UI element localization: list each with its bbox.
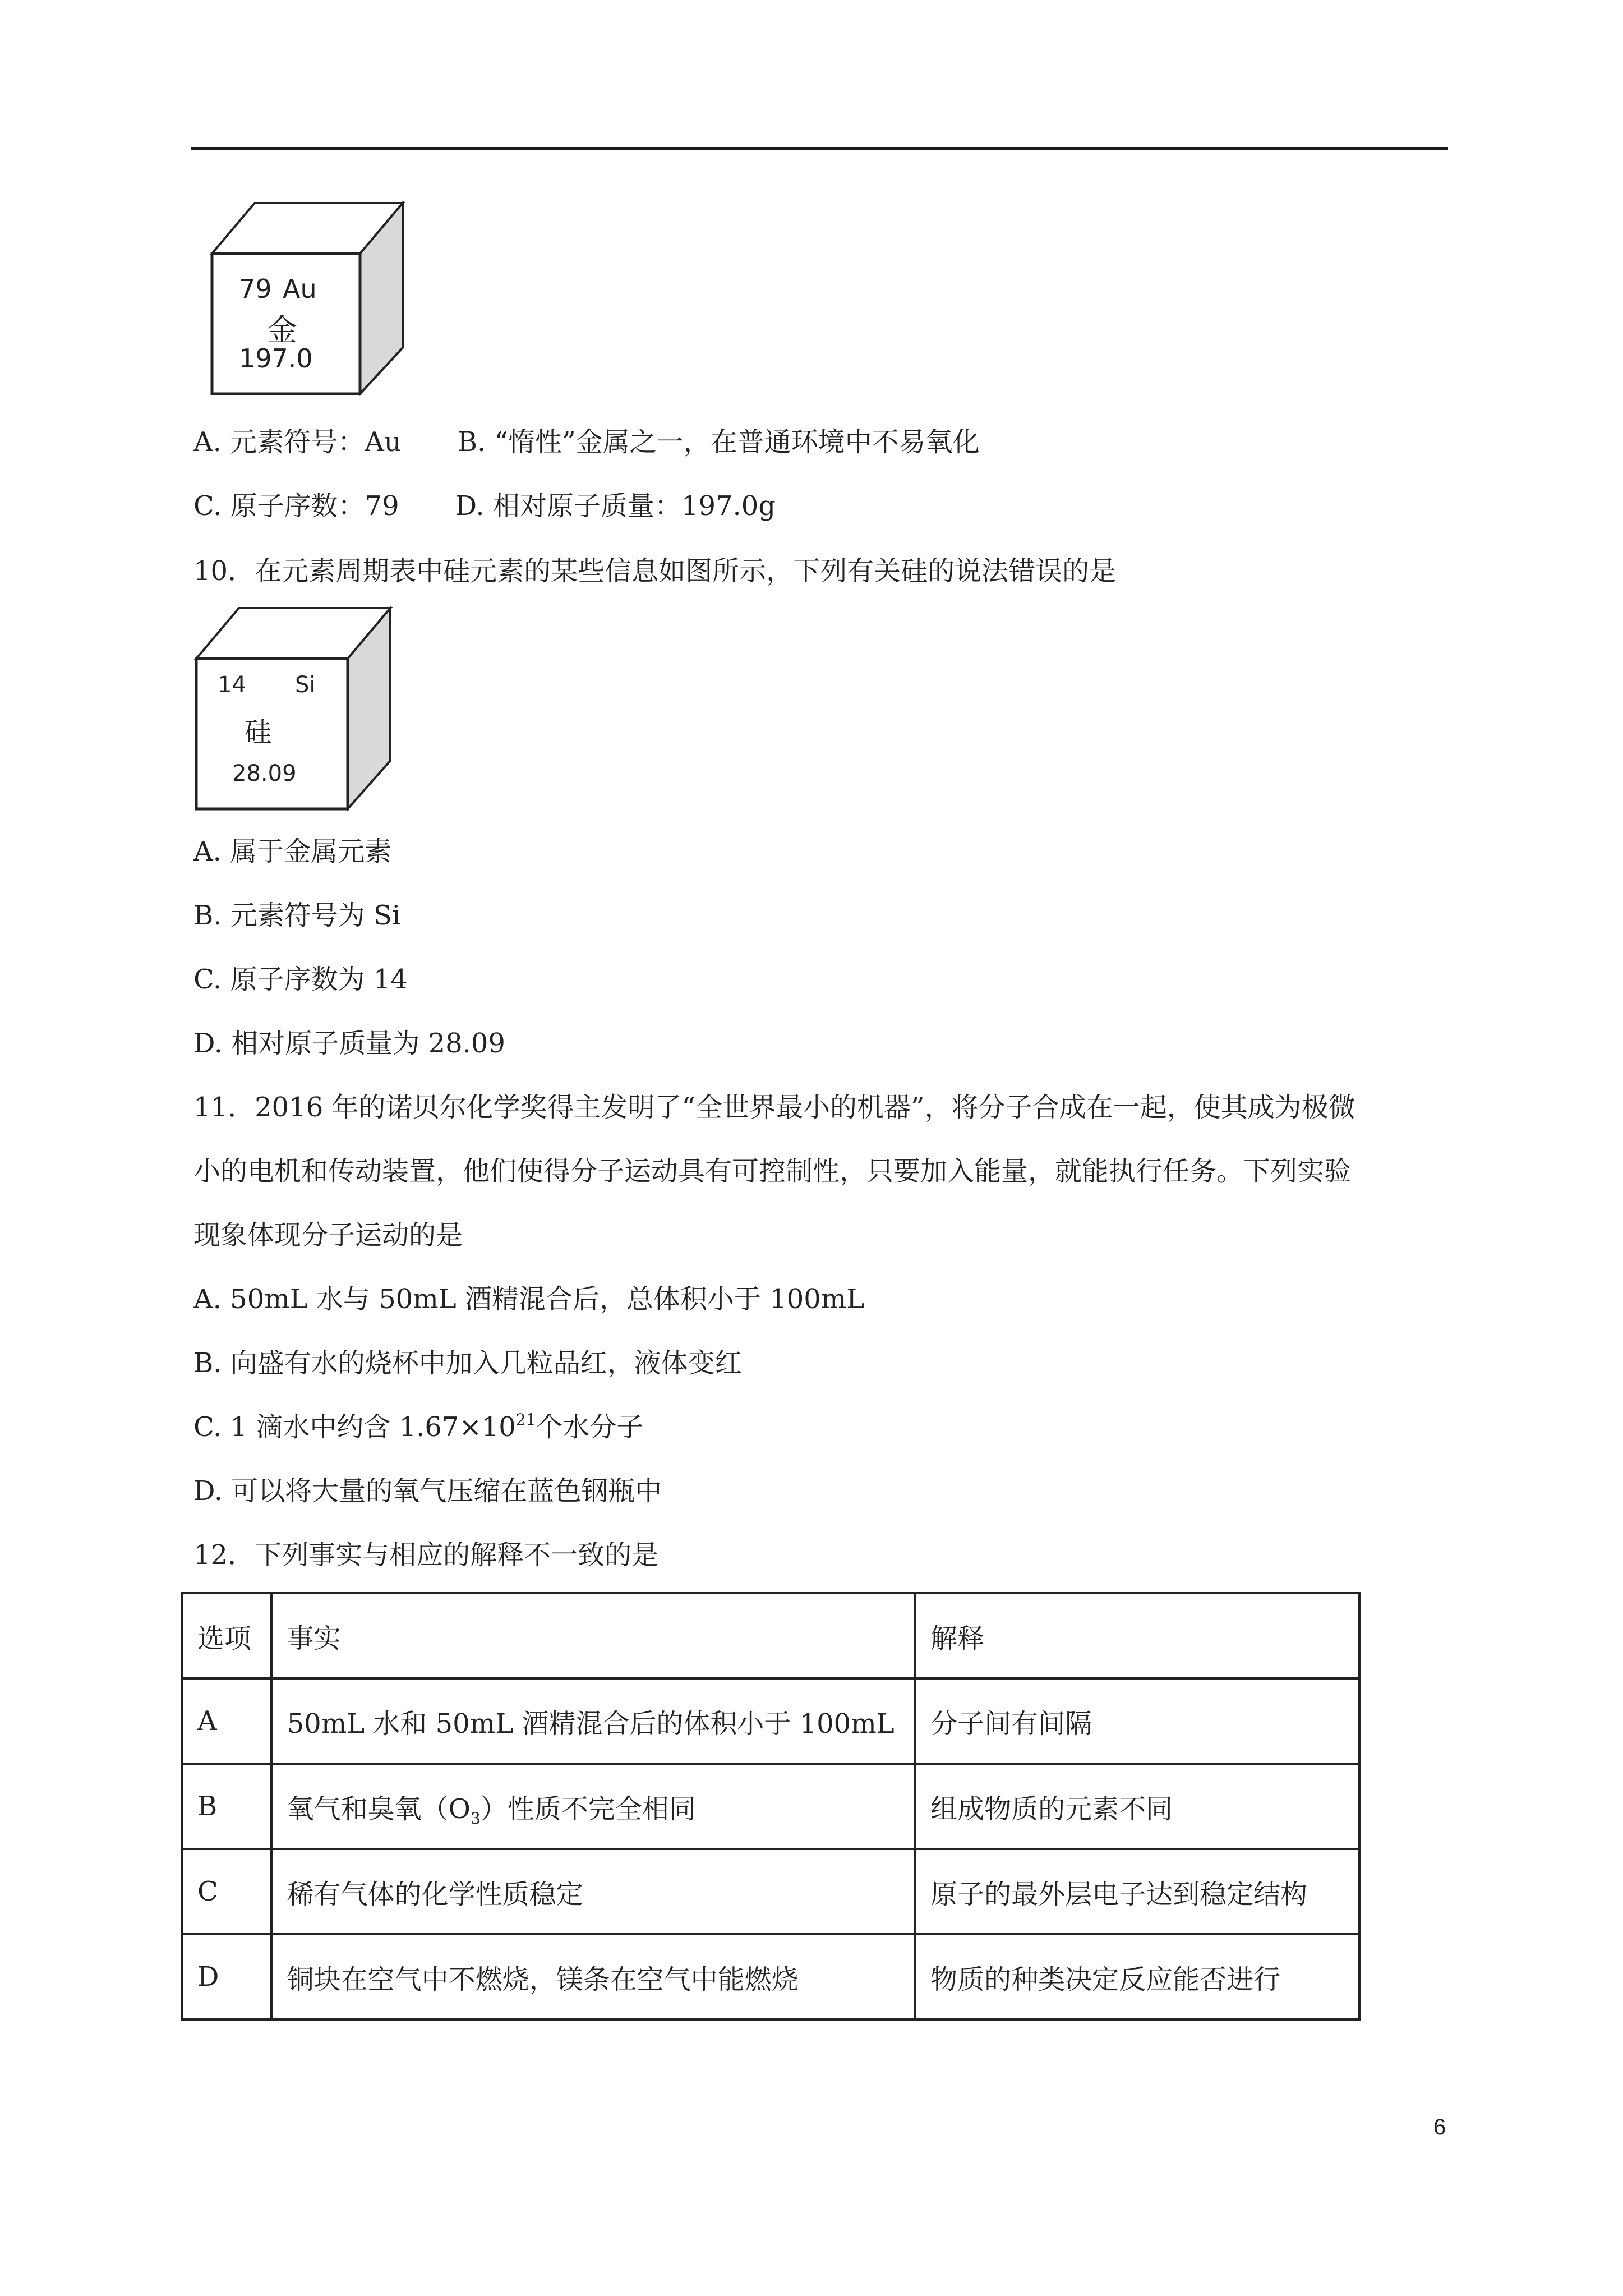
q9-options-row-1 [193, 425, 980, 459]
row-option: D [182, 1934, 271, 2019]
atomic-number: 14 [218, 672, 246, 698]
silicon-element-tile [193, 606, 393, 813]
q11-stem-line-3: 现象体现分子运动的是 [193, 1220, 463, 1251]
table-row [182, 1678, 1359, 1764]
table-header-row [182, 1593, 1359, 1678]
row-fact: 铜块在空气中不燃烧，镁条在空气中能燃烧 [271, 1934, 915, 2019]
table-row [182, 1849, 1359, 1934]
q11-option-d: D. 可以将大量的氧气压缩在蓝色钢瓶中 [193, 1475, 662, 1507]
element-name: 金 [267, 312, 297, 348]
row-explanation: 组成物质的元素不同 [915, 1764, 1359, 1849]
q10-option-c: C. 原子序数为 14 [193, 964, 408, 995]
q11-option-c-text: C. 1 滴水中约含 1.67×10 [193, 1411, 516, 1443]
q11-option-c-tail: 个水分子 [536, 1411, 644, 1443]
element-symbol: Au [283, 274, 317, 304]
page-number: 6 [1433, 2115, 1446, 2139]
row-fact [271, 1764, 915, 1849]
q11-stem-line-1: 11．2016 年的诺贝尔化学奖得主发明了“全世界最小的机器”，将分子合成在一起，使其成为极微 [193, 1092, 1355, 1123]
atomic-number: 79 [239, 274, 272, 304]
fact-text: 氧气和臭氧（O [287, 1793, 471, 1825]
element-symbol: Si [295, 672, 316, 698]
q11-option-a: A. 50mL 水与 50mL 酒精混合后，总体积小于 100mL [193, 1283, 865, 1315]
table-row [182, 1764, 1359, 1849]
q10-stem: 10．在元素周期表中硅元素的某些信息如图所示，下列有关硅的说法错误的是 [193, 555, 1117, 587]
fact-tail: ）性质不完全相同 [480, 1793, 696, 1825]
q9-option-a: A. 元素符号：Au [193, 426, 402, 458]
q10-option-a: A. 属于金属元素 [193, 836, 392, 867]
row-explanation: 分子间有间隔 [915, 1678, 1359, 1764]
row-option: C [182, 1849, 271, 1934]
row-explanation: 原子的最外层电子达到稳定结构 [915, 1849, 1359, 1934]
q10-option-d: D. 相对原子质量为 28.09 [193, 1028, 505, 1059]
atomic-mass: 28.09 [232, 761, 297, 786]
header-fact: 事实 [271, 1593, 915, 1678]
exponent: 21 [515, 1410, 536, 1429]
row-fact: 稀有气体的化学性质稳定 [271, 1849, 915, 1934]
q12-stem: 12．下列事实与相应的解释不一致的是 [193, 1539, 659, 1571]
element-name: 硅 [245, 716, 272, 748]
q9-option-c: C. 原子序数：79 [193, 490, 399, 522]
q9-option-d: D. 相对原子质量：197.0g [455, 490, 776, 522]
q11-option-c [193, 1410, 643, 1444]
q11-option-b: B. 向盛有水的烧杯中加入几粒品红，液体变红 [193, 1347, 742, 1379]
gold-element-tile [209, 201, 405, 403]
q11-stem-line-2: 小的电机和传动装置，他们使得分子运动具有可控制性，只要加入能量，就能执行任务。下列实验 [193, 1156, 1352, 1187]
row-option: A [182, 1678, 271, 1764]
header-option: 选项 [182, 1593, 271, 1678]
row-option: B [182, 1764, 271, 1849]
q10-option-b: B. 元素符号为 Si [193, 900, 401, 931]
row-fact: 50mL 水和 50mL 酒精混合后的体积小于 100mL [271, 1678, 915, 1764]
q9-options-row-2 [193, 489, 776, 523]
facts-table [181, 1592, 1361, 2021]
header-explanation: 解释 [915, 1593, 1359, 1678]
q9-option-b: B. “惰性”金属之一，在普通环境中不易氧化 [457, 426, 980, 458]
atomic-mass: 197.0 [239, 343, 313, 374]
subscript: 3 [470, 1809, 481, 1828]
header-rule [191, 147, 1448, 150]
row-explanation: 物质的种类决定反应能否进行 [915, 1934, 1359, 2019]
table-row [182, 1934, 1359, 2019]
